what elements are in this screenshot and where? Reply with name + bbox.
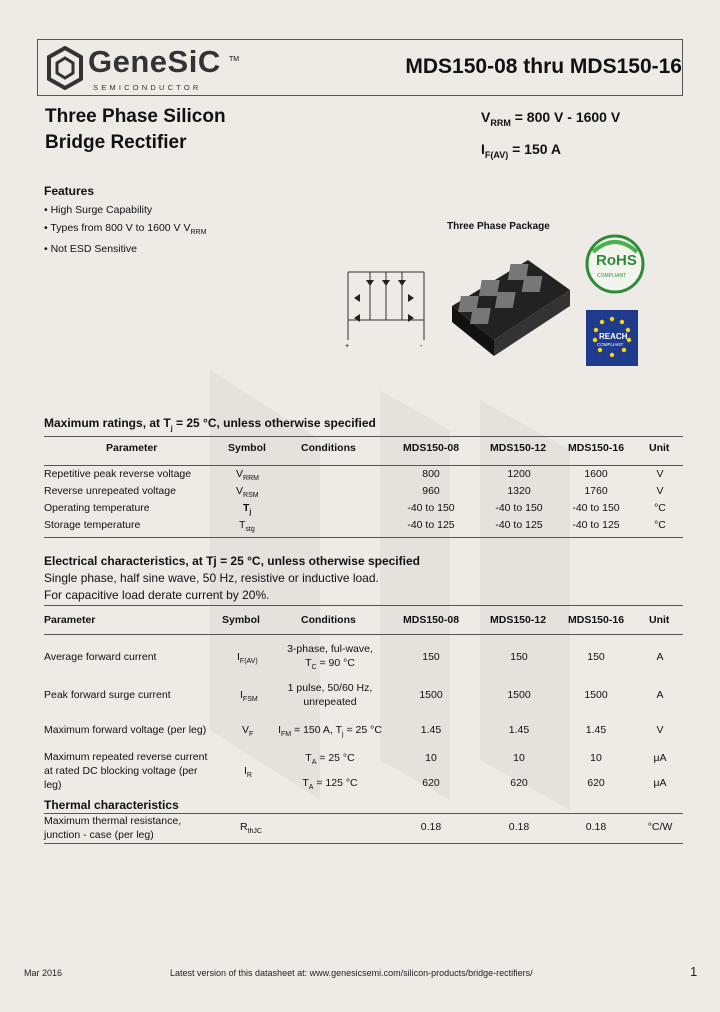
- col-unit: Unit: [649, 442, 670, 454]
- divider: [44, 605, 683, 606]
- divider: [44, 813, 683, 814]
- title-line-2: Bridge Rectifier: [45, 132, 187, 153]
- col-conditions: Conditions: [301, 442, 356, 454]
- svg-text:-: -: [420, 343, 423, 350]
- page-number: 1: [690, 964, 698, 979]
- electrical-note-1: Single phase, half sine wave, 50 Hz, resistive or inductive load.: [44, 571, 379, 585]
- part-range: MDS150-08 thru MDS150-16: [405, 55, 682, 78]
- col-symbol: Symbol: [222, 614, 260, 626]
- features-list: [44, 202, 206, 259]
- footer-link[interactable]: Latest version of this datasheet at: www.genesicsemi.com/silicon-products/bridge-rectifiers/: [170, 968, 533, 978]
- electrical-note-2: For capacitive load derate current by 20%.: [44, 588, 270, 602]
- feature-item: • High Surge Capability: [44, 204, 153, 216]
- max-ratings-heading: Maximum ratings, at $T_j = 25$ °C, unless otherwise specified: [44, 416, 376, 433]
- col-parameter: Parameter: [44, 614, 96, 626]
- title-line-1: Three Phase Silicon: [45, 106, 226, 127]
- reach-text: REACH: [599, 332, 628, 341]
- package-label: Three Phase Package: [447, 221, 550, 232]
- col-mds150-08: MDS150-08: [403, 614, 460, 626]
- col-mds150-08: MDS150-08: [403, 442, 460, 454]
- svg-text:+: +: [345, 343, 350, 350]
- rohs-sub: COMPLIANT: [597, 273, 627, 279]
- col-mds150-16: MDS150-16: [568, 614, 625, 626]
- divider: [44, 843, 683, 844]
- brand-subtitle: SEMICONDUCTOR: [93, 83, 202, 92]
- col-conditions: Conditions: [301, 614, 356, 626]
- trademark: TM: [229, 56, 240, 63]
- rohs-text: RoHS: [596, 252, 637, 269]
- features-heading: Features: [44, 184, 95, 198]
- col-symbol: Symbol: [228, 442, 266, 454]
- feature-item: • Types from 800 V to 1600 V $V_{RRM}$: [44, 221, 207, 236]
- feature-item: • Not ESD Sensitive: [44, 243, 137, 256]
- divider: [44, 634, 683, 635]
- col-mds150-16: MDS150-16: [568, 442, 625, 454]
- divider: [44, 537, 683, 538]
- circuit-schematic: [340, 262, 432, 350]
- brand-name: GeneSiC: [88, 44, 221, 79]
- divider: [44, 436, 683, 437]
- page-title: [45, 104, 226, 156]
- col-mds150-12: MDS150-12: [490, 442, 547, 454]
- if-spec: $I_{F(AV)} = 150$ A: [481, 140, 562, 160]
- footer-date: Mar 2016: [24, 968, 63, 978]
- thermal-heading: Thermal characteristics: [44, 798, 179, 812]
- genesic-logo-icon: [46, 46, 84, 90]
- col-mds150-12: MDS150-12: [490, 614, 547, 626]
- vrrm-spec: $V_{RRM} = 800$ V - 1600 V: [481, 109, 621, 128]
- reach-sub: COMPLIANT: [597, 342, 624, 347]
- key-specs: [481, 104, 620, 168]
- col-parameter: Parameter: [106, 442, 158, 454]
- electrical-heading: Electrical characteristics, at Tj = 25 °C, unless otherwise specified: [44, 554, 420, 568]
- col-unit: Unit: [649, 614, 670, 626]
- divider: [44, 465, 683, 466]
- package-image: [446, 256, 576, 358]
